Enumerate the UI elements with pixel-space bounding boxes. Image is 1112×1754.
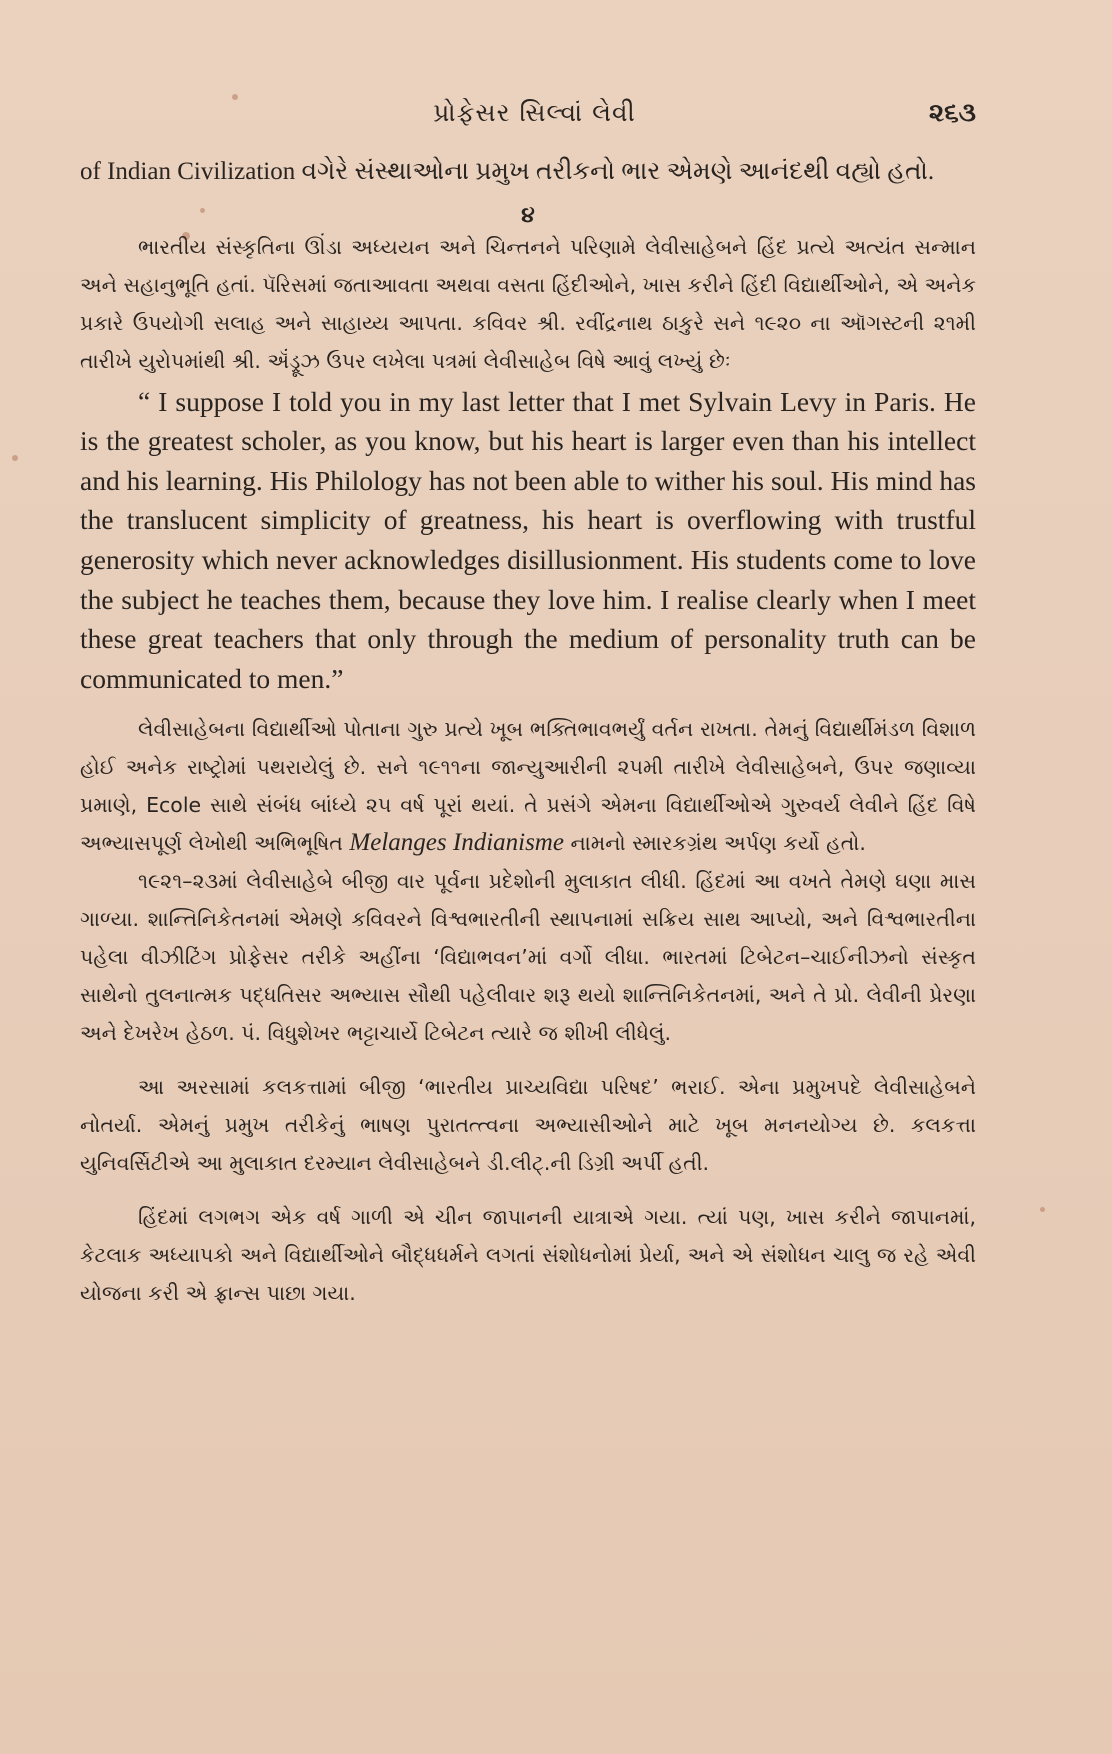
tagore-quote: “ I suppose I told you in my last letter that I met Sylvain Levy in Paris. He is the greatest scholer, as you know, but his heart is larger even than his intellect and his learning. His Philology has not been able to wither his soul. His mind has the translucent simplicity of greatness, his heart is overflowing with trustful generosity which never acknowledges disillusionment. His students come to love the subject he teaches them, because they love him. I realise clearly when I meet these great teachers that only through the medium of personality truth can be communicated to men.”: [80, 385, 976, 694]
paragraph-text: નામનો સ્મારકગ્રંથ અર્પણ કર્યો હતો.: [570, 831, 866, 856]
book-title: Melanges Indianisme: [349, 829, 564, 857]
paragraph-text: of Indian Civilization વગેરે સંસ્થાઓના પ્રમુખ તરીકનો ભાર એમણે આનંદથી વહ્યો હતો.: [80, 158, 935, 185]
page-number: ૨૬૩: [928, 98, 976, 128]
foxing-spot: [12, 455, 18, 461]
paragraph-continuation: [80, 152, 976, 192]
paragraph: હિંદમાં લગભગ એક વર્ષ ગાળી એ ચીન જાપાનની યાત્રાએ ગયા. ત્યાં પણ, ખાસ કરીને જાપાનમાં, કેટલાક અધ્યાપકો અને વિદ્યાર્થીઓને બૌદ્ધધર્મને લગતાં સંશોધનોમાં પ્રેર્યા, અને એ સંશોધન ચાલુ જ રહે એવી યોજના કરી એ ફ્રાન્સ પાછા ગયા.: [80, 1205, 976, 1306]
paragraph: ભારતીય સંસ્કૃતિના ઊંડા અધ્યયન અને ચિન્તનને પરિણામે લેવીસાહેબને હિંદ પ્રત્યે અત્યંત સન્માન અને સહાનુભૂતિ હતાં. પૅરિસમાં જતાઆવતા અથવા વસતા હિંદીઓને, ખાસ કરીને હિંદી વિદ્યાર્થીઓને, એ અનેક પ્રકારે ઉપયોગી સલાહ અને સાહાય્ય આપતા. કવિવર શ્રી. રવીંદ્રનાથ ઠાકુરે સને ૧૯૨૦ ના ઑગસ્ટની ૨૧મી તારીખે યુરોપમાંથી શ્રી. ઍંડ્રૂઝ ઉપર લખેલા પત્રમાં લેવીસાહેબ વિષે આવું લખ્યું છેઃ: [80, 234, 976, 373]
section-number: ૪: [521, 201, 535, 228]
page-content: [80, 98, 976, 1312]
running-header: [80, 98, 976, 146]
running-title: પ્રોફેસર સિલ્વાં લેવી: [433, 98, 636, 127]
foxing-spot: [1040, 1207, 1045, 1212]
paragraph-text: લેવીસાહેબના વિદ્યાર્થીઓ પોતાના ગુરુ પ્રત્યે ખૂબ ભક્તિભાવભર્યું વર્તન રાખતા. તેમનું વિદ્યાર્થીમંડળ વિશાળ હોઈ અનેક રાષ્ટ્રોમાં પથરાયેલું છે. સને ૧૯૧૧ના જાન્યુઆરીની ૨૫મી તારીખે લેવીસાહેબને, ઉપર જણાવ્યા પ્રમાણે, Ecole સાથે સંબંધ બાંધ્યે ૨૫ વર્ષ પૂરાં થયાં. તે પ્રસંગે એમના વિદ્યાર્થીઓએ ગુરુવર્ય લેવીને હિંદ વિષે અભ્યાસપૂર્ણ લેખોથી અભિભૂષિત: [80, 717, 976, 856]
paragraph: [80, 710, 976, 862]
paragraph: આ અરસામાં કલકત્તામાં બીજી ‘ભારતીય પ્રાચ્યવિદ્યા પરિષદ’ ભરાઈ. એના પ્રમુખપદે લેવીસાહેબને નોતર્યા. એમનું પ્રમુખ તરીકેનું ભાષણ પુરાતત્ત્વના અભ્યાસીઓને માટે ખૂબ મનનયોગ્ય છે. કલકત્તા યુનિવર્સિટીએ આ મુલાકાત દરમ્યાન લેવીસાહેબને ડી.લીટ્.ની ડિગ્રી અર્પી હતી.: [80, 1075, 976, 1176]
paragraph: ૧૯૨૧–૨૩માં લેવીસાહેબે બીજી વાર પૂર્વના પ્રદેશોની મુલાકાત લીધી. હિંદમાં આ વખતે તેમણે ઘણા માસ ગાળ્યા. શાન્તિનિકેતનમાં એમણે કવિવરને વિશ્વભારતીની સ્થાપનામાં સક્રિય સાથ આપ્યો, અને વિશ્વભારતીના પહેલા વીઝીટિંગ પ્રોફેસર તરીકે અહીંના ‘વિદ્યાભવન’માં વર્ગો લીધા. ભારતમાં ટિબેટન–ચાઈનીઝનો સંસ્કૃત સાથેનો તુલનાત્મક પદ્ધતિસર અભ્યાસ સૌથી પહેલીવાર શરૂ થયો શાન્તિનિકેતનમાં, અને તે પ્રો. લેવીની પ્રેરણા અને દેખરેખ હેઠળ. પં. વિધુશેખર ભટ્ટાચાર્યે ટિબેટન ત્યારે જ શીખી લીધેલું.: [80, 869, 976, 1046]
